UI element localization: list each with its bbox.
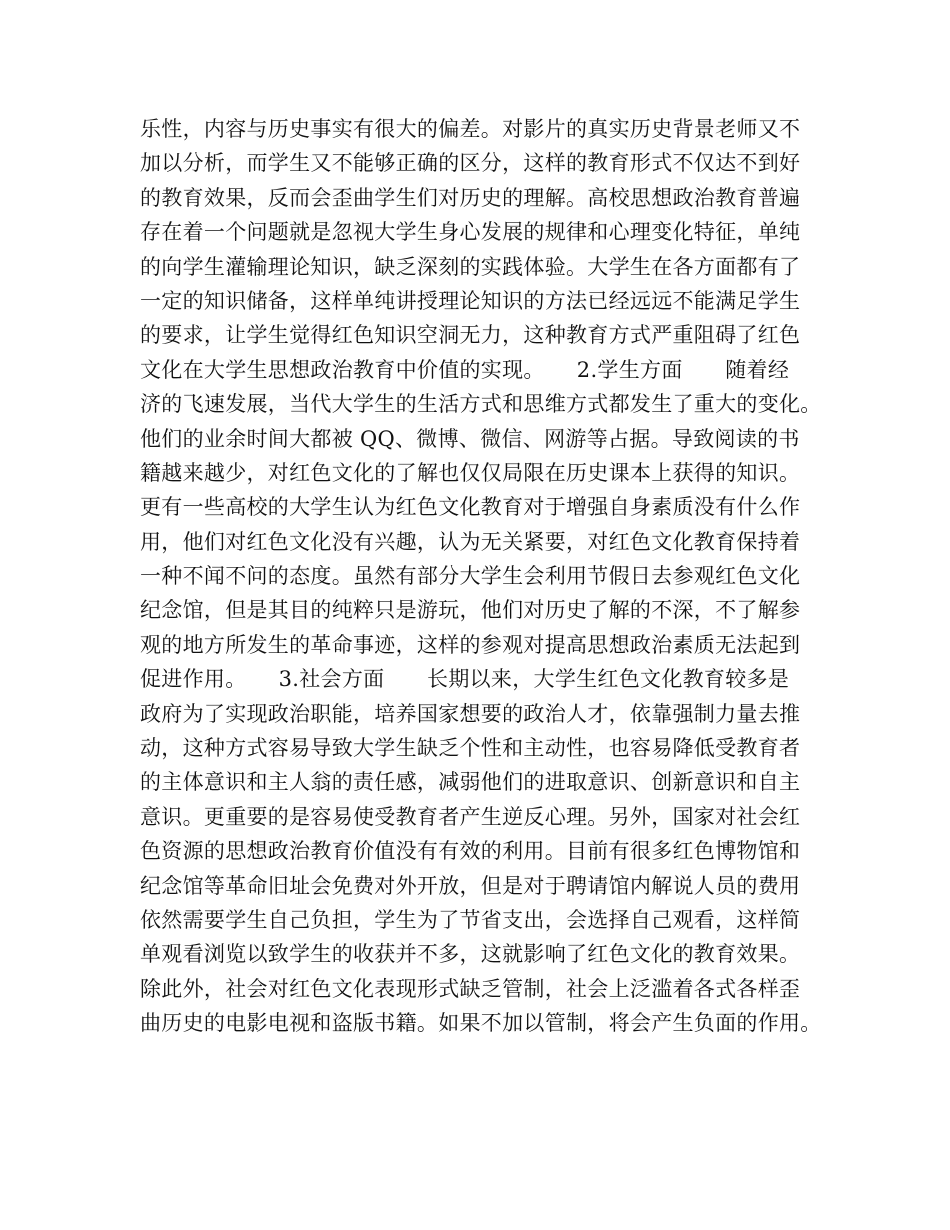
text-line: 的教育效果，反而会歪曲学生们对历史的理解。高校思想政治教育普遍 (140, 185, 801, 210)
text-line: 加以分析，而学生又不能够正确的区分，这样的教育形式不仅达不到好 (140, 151, 801, 176)
text-line: 观的地方所发生的革命事迹，这样的参观对提高思想政治素质无法起到 (140, 632, 801, 657)
text-line: 文化在大学生思想政治教育中价值的实现。 2.学生方面 随着经 (140, 357, 790, 382)
text-line: 纪念馆等革命旧址会免费对外开放，但是对于聘请馆内解说人员的费用 (140, 873, 801, 898)
text-line: 籍越来越少，对红色文化的了解也仅仅局限在历史课本上获得的知识。 (140, 460, 801, 485)
text-line: 的要求，让学生觉得红色知识空洞无力，这种教育方式严重阻碍了红色 (140, 323, 801, 348)
text-line: 单观看浏览以致学生的收获并不多，这就影响了红色文化的教育效果。 (140, 942, 801, 967)
text-line: 意识。更重要的是容易使受教育者产生逆反心理。另外，国家对社会红 (140, 804, 801, 829)
body-text (140, 112, 840, 1041)
text-line: 乐性，内容与历史事实有很大的偏差。对影片的真实历史背景老师又不 (140, 117, 801, 141)
text-line: 依然需要学生自己负担，学生为了节省支出，会选择自己观看，这样简 (140, 907, 801, 932)
text-line: 色资源的思想政治教育价值没有有效的利用。目前有很多红色博物馆和 (140, 839, 801, 864)
text-line: 存在着一个问题就是忽视大学生身心发展的规律和心理变化特征，单纯 (140, 220, 801, 245)
text-line: 一种不闻不问的态度。虽然有部分大学生会利用节假日去参观红色文化 (140, 564, 801, 589)
text-line: 纪念馆，但是其目的纯粹只是游玩，他们对历史了解的不深，不了解参 (140, 598, 801, 623)
text-line: 除此外，社会对红色文化表现形式缺乏管制，社会上泛滥着各式各样歪 (140, 976, 801, 1001)
text-line: 济的飞速发展，当代大学生的生活方式和思维方式都发生了重大的变化。 (140, 392, 822, 417)
text-line: 的向学生灌输理论知识，缺乏深刻的实践体验。大学生在各方面都有了 (140, 254, 801, 279)
text-line: 一定的知识储备，这样单纯讲授理论知识的方法已经远远不能满足学生 (140, 288, 801, 313)
text-line: 促进作用。 3.社会方面 长期以来，大学生红色文化教育较多是 (140, 667, 790, 692)
text-line: 更有一些高校的大学生认为红色文化教育对于增强自身素质没有什么作 (140, 495, 801, 520)
text-line: 动，这种方式容易导致大学生缺乏个性和主动性，也容易降低受教育者 (140, 736, 801, 761)
text-line: 的主体意识和主人翁的责任感，减弱他们的进取意识、创新意识和自主 (140, 770, 801, 795)
text-line: 曲历史的电影电视和盗版书籍。如果不加以管制，将会产生负面的作用。 (140, 1011, 822, 1036)
text-line: 他们的业余时间大都被 QQ、微博、微信、网游等占据。导致阅读的书 (140, 426, 800, 451)
text-line: 用，他们对红色文化没有兴趣，认为无关紧要，对红色文化教育保持着 (140, 529, 801, 554)
text-line: 政府为了实现政治职能，培养国家想要的政治人才，依靠强制力量去推 (140, 701, 801, 726)
